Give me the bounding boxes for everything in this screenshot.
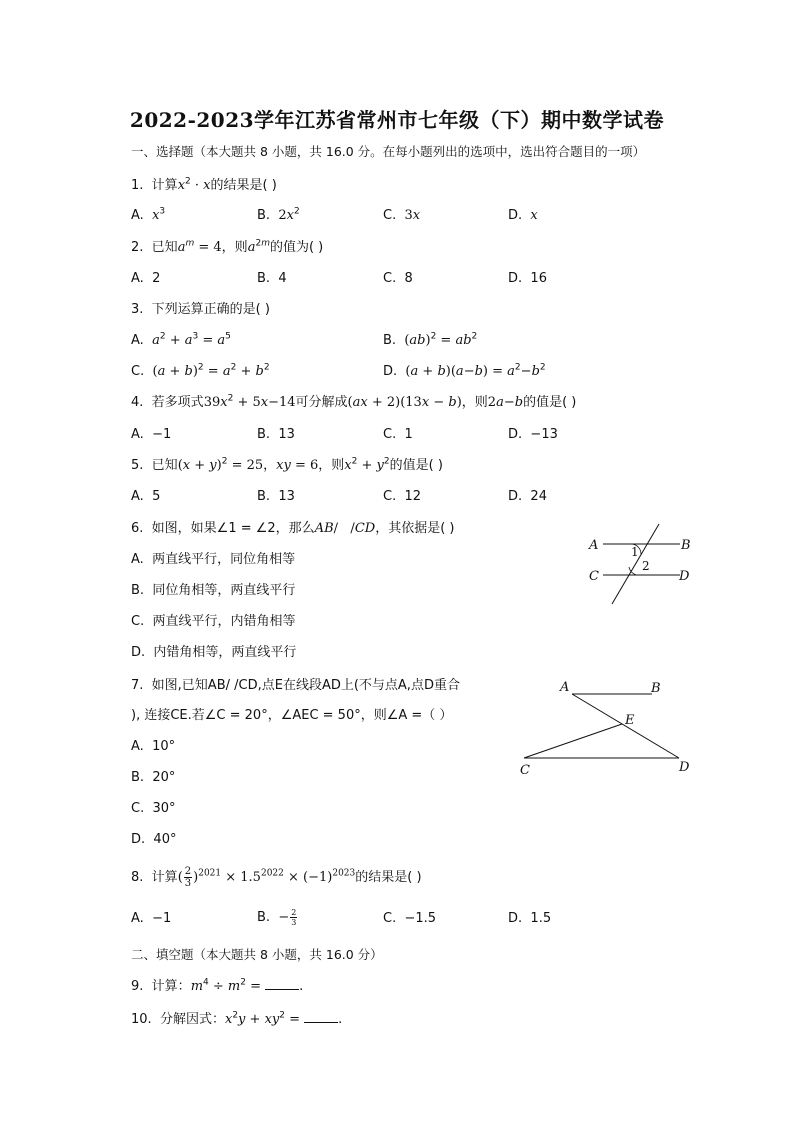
q3-option-c[interactable]: C. $(a + b)^2 = a^2 + b^2$ — [131, 362, 270, 379]
q6-option-b[interactable]: B. 同位角相等，两直线平行 — [131, 583, 296, 598]
section-choice-heading: 一、选择题（本大题共 8 小题，共 16.0 分。在每小题列出的选项中，选出符合题目的一项） — [131, 144, 646, 159]
question-1: 1. 计算$x^2 \cdot x$的结果是( ) — [131, 176, 277, 193]
q4-option-c[interactable]: C. 1 — [383, 427, 413, 442]
q1-option-c[interactable]: C. 3x — [383, 208, 421, 223]
q8-option-c[interactable]: C. −1.5 — [383, 911, 437, 926]
question-10: 10. 分解因式：$x^2y + xy^2$ = . — [131, 1010, 343, 1027]
question-3: 3. 下列运算正确的是( ) — [131, 302, 270, 317]
question-8: 8. 计算( $\frac{2}{3}$ )$^{2021} \times 1.5^{2022} \times (-1)^{2023}$的结果是( ) — [131, 866, 422, 889]
fig6-label-b: B — [681, 538, 691, 553]
section-fill-heading: 二、填空题（本大题共 8 小题，共 16.0 分） — [131, 947, 383, 962]
question-5: 5. 已知$(x + y)^2 = 25$，xy = 6，则$x^2 + y^2$的值是( ) — [131, 456, 443, 473]
q8-option-b[interactable]: B. − $\frac{2}{3}$ — [257, 908, 297, 927]
figure-q7-zigzag — [512, 676, 702, 780]
fig7-label-e: E — [625, 713, 635, 728]
q7-option-d[interactable]: D. 40° — [131, 832, 177, 847]
q1-option-a[interactable]: A. $x^3$ — [131, 206, 166, 223]
q8-option-d[interactable]: D. 1.5 — [508, 911, 552, 926]
q3-option-a[interactable]: A. $a^2 + a^3 = a^5$ — [131, 331, 231, 348]
q6-option-a[interactable]: A. 两直线平行，同位角相等 — [131, 552, 296, 567]
q5-option-c[interactable]: C. 12 — [383, 489, 422, 504]
q10-answer-blank[interactable] — [304, 1010, 338, 1023]
figure-q6-parallel-lines — [585, 520, 700, 610]
fig7-label-c: C — [520, 763, 530, 778]
q7-option-b[interactable]: B. 20° — [131, 770, 176, 785]
question-4: 4. 若多项式$39x^2 + 5x-14$可分解成(ax + 2)(13x − b)，则2a−b的值是( ) — [131, 393, 577, 410]
q4-option-d[interactable]: D. −13 — [508, 427, 558, 442]
q7-option-a[interactable]: A. 10° — [131, 739, 176, 754]
question-7-line-2: ), 连接CE.若∠C = 20°，∠AEC = 50°，则∠A =（ ） — [131, 708, 453, 723]
question-6: 6. 如图，如果∠1 = ∠2，那么AB/ /CD，其依据是( ) — [131, 521, 455, 536]
question-2: 2. 已知$a^m = 4$，则$a^{2m}$的值为( ) — [131, 238, 324, 255]
q3-option-d[interactable]: D. $(a + b)(a-b) = a^2-b^2$ — [383, 362, 546, 379]
fig6-label-c: C — [589, 569, 599, 584]
q5-option-b[interactable]: B. 13 — [257, 489, 295, 504]
q7-option-c[interactable]: C. 30° — [131, 801, 176, 816]
q2-option-b[interactable]: B. 4 — [257, 271, 287, 286]
fig6-label-a: A — [589, 538, 599, 553]
q2-option-a[interactable]: A. 2 — [131, 271, 161, 286]
question-9: 9. 计算：$m^4 \div m^2$ = . — [131, 977, 304, 994]
question-7-line-1: 7. 如图,已知AB/ /CD,点E在线段AD上(不与点A,点D重合 — [131, 678, 460, 693]
q2-option-c[interactable]: C. 8 — [383, 271, 413, 286]
q4-option-a[interactable]: A. −1 — [131, 427, 172, 442]
fig6-label-d: D — [679, 569, 690, 584]
fig6-angle-2: 2 — [642, 559, 650, 573]
q6-option-d[interactable]: D. 内错角相等，两直线平行 — [131, 645, 297, 660]
q6-option-c[interactable]: C. 两直线平行，内错角相等 — [131, 614, 296, 629]
page-title: 2022-2023学年江苏省常州市七年级（下）期中数学试卷 — [129, 108, 665, 132]
q8-option-a[interactable]: A. −1 — [131, 911, 172, 926]
q1-option-b[interactable]: B. $2x^2$ — [257, 206, 300, 223]
fig7-label-a: A — [560, 680, 570, 695]
q1-option-d[interactable]: D. x — [508, 208, 538, 223]
q9-answer-blank[interactable] — [265, 977, 299, 990]
q5-option-d[interactable]: D. 24 — [508, 489, 547, 504]
fig6-angle-1: 1 — [631, 545, 639, 559]
q4-option-b[interactable]: B. 13 — [257, 427, 295, 442]
q5-option-a[interactable]: A. 5 — [131, 489, 161, 504]
fig7-label-d: D — [679, 760, 690, 775]
fig7-label-b: B — [651, 681, 661, 696]
q3-option-b[interactable]: B. $(ab)^2 = ab^2$ — [383, 331, 478, 348]
q2-option-d[interactable]: D. 16 — [508, 271, 547, 286]
